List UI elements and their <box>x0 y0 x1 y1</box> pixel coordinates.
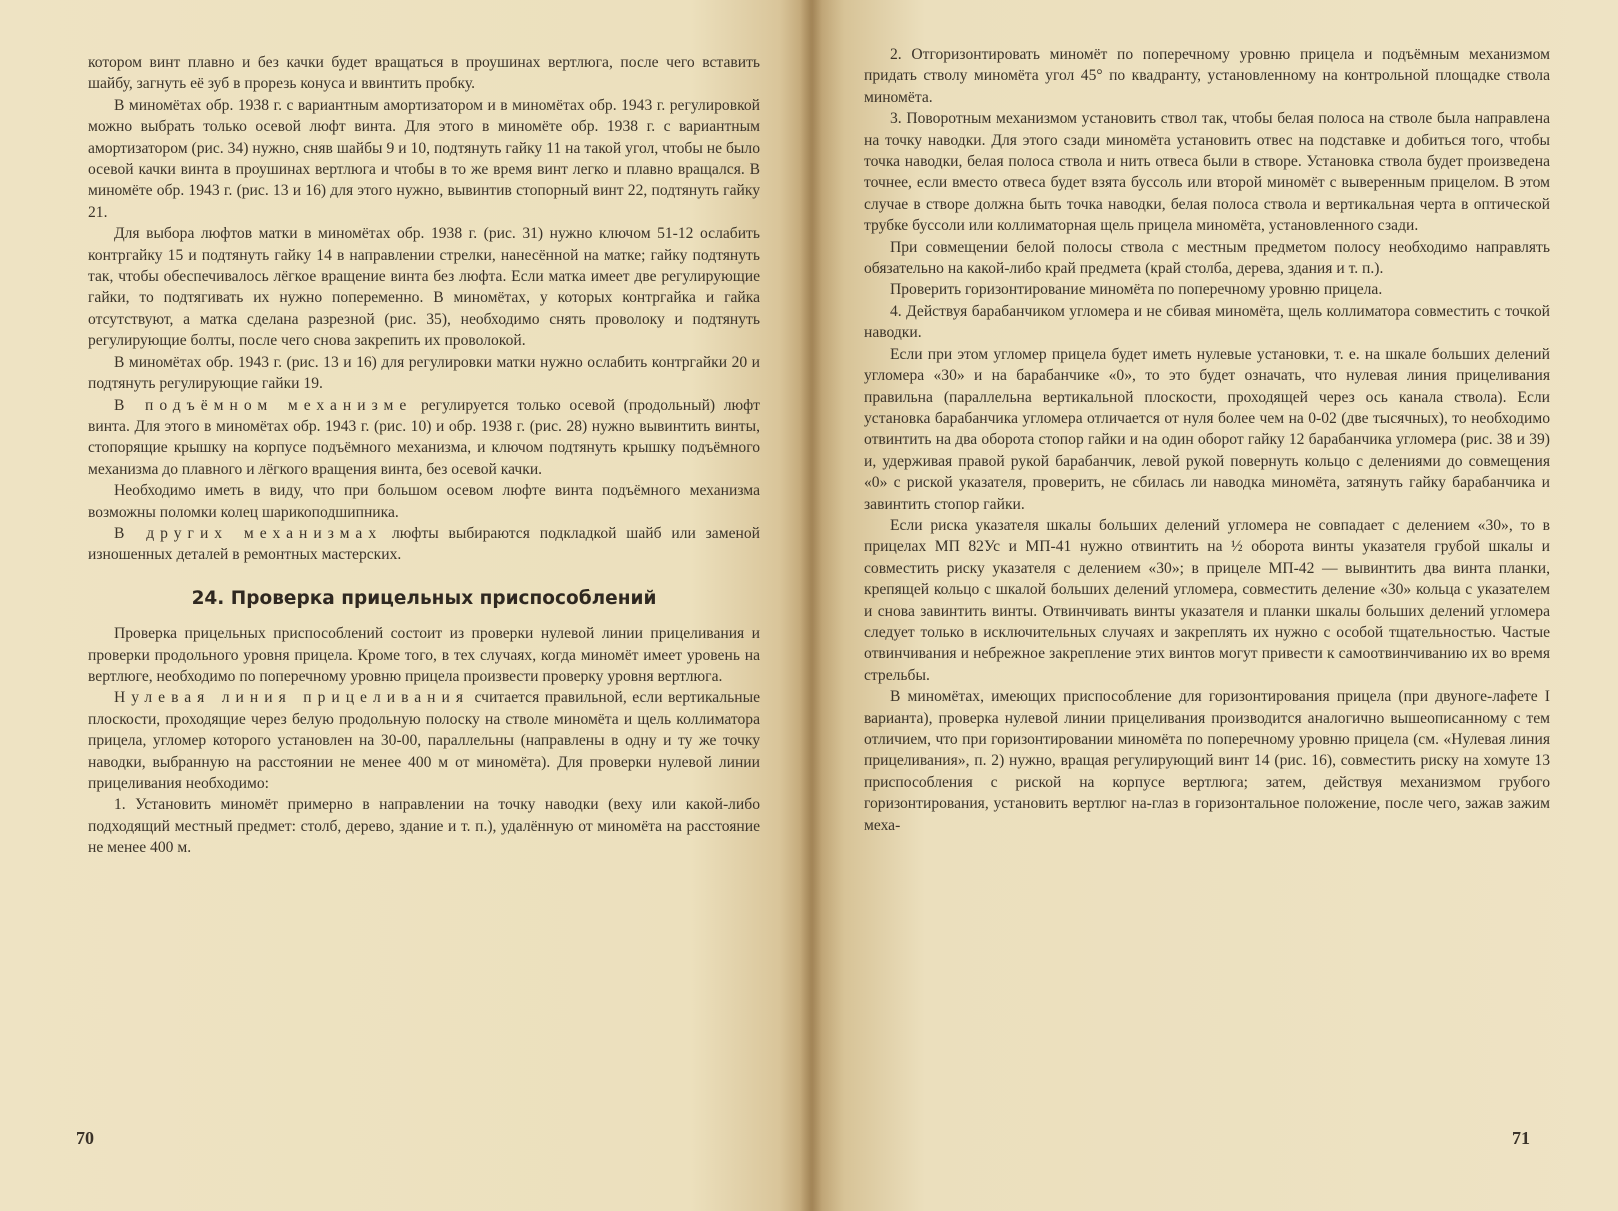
paragraph: Для выбора люфтов матки в миномётах обр. 1938 г. (рис. 31) нужно ключом 51-12 ослабить контргайку 15 и подтянуть гайку 14 в направлении стрелки, нанесённой на матке; гайку подтянуть так, чтобы обеспечивалось лёгкое вращение винта без люфта. Если матка имеет две регулирующие гайки, то подтягивать их нужно попеременно. В миномётах, у которых контргайка и гайка отсутствуют, а матка сделана разрезной (рис. 35), необходимо снять проволоку и подтянуть регулирующие болты, после чего снова закрепить их проволокой. <box>88 225 760 350</box>
paragraph: Проверить горизонтирование миномёта по поперечному уровню прицела. <box>890 281 1383 299</box>
left-page-text <box>88 52 760 859</box>
paragraph: При совмещении белой полосы ствола с местным предметом полосу необходимо направлять обязательно на какой-либо край предмета (край столба, дерева, здания и т. п.). <box>864 238 1550 278</box>
spaced-term: В других механизмах <box>114 524 383 542</box>
right-page <box>812 0 1618 1211</box>
book-gutter <box>800 0 822 1211</box>
paragraph: котором винт плавно и без качки будет вращаться в проушинах вертлюга, после чего вставить шайбу, загнуть её зуб в прорезь конуса и ввинтить пробку. <box>88 54 760 93</box>
section-heading: 24. Проверка прицельных приспособлений <box>191 587 657 609</box>
paragraph-text: регулируется только осевой (продольный) люфт винта. Для этого в миномётах обр. 1943 г. (рис. 10) и обр. 1938 г. (рис. 28) нужно вывинтить винты, стопорящие крышку на корпусе подъёмного механизма, и ключом подтянуть крышку подъёмного механизма до плавного и лёгкого вращения винта, без осевой качки. <box>88 396 760 478</box>
paragraph: 4. Действуя барабанчиком угломера и не сбивая миномёта, щель коллиматора совместить с точкой наводки. <box>864 302 1550 342</box>
paragraph: Если риска указателя шкалы больших делений угломера не совпадает с делением «30», то в прицелах МП 82Ус и МП-41 нужно отвинтить на ½ оборота винты указателя грубой шкалы и совместить риску указателя с делением «30»; в прицеле МП-42 — вывинтить два винта планки, крепящей кольцо с шкалой больших делений угломера, совместить деление «30» кольца с указателем и снова завинтить винты. Отвинчивать винты указателя и планки шкалы больших делений угломера следует только в исключительных случаях и закреплять их нужно с особой тщательностью. Частые отвинчивания и небрежное закрепление этих винтов могут привести к самоотвинчиванию их во время стрельбы. <box>864 516 1550 684</box>
paragraph-text: люфты выбираются подкладкой шайб или заменой изношенных деталей в ремонтных мастерских. <box>88 524 760 564</box>
paragraph <box>88 523 760 566</box>
page-number: 70 <box>76 1128 94 1148</box>
right-page-text <box>864 44 1550 836</box>
paragraph <box>88 395 760 481</box>
paragraph: 2. Отгоризонтировать миномёт по поперечному уровню прицела и подъёмным механизмом придать стволу миномёта угол 45° по квадранту, установленному на контрольной площадке ствола миномёта. <box>864 46 1550 106</box>
page-number: 71 <box>1512 1128 1530 1148</box>
paragraph: 1. Установить миномёт примерно в направлении на точку наводки (веху или какой-либо подходящий местный предмет: столб, дерево, здание и т. п.), удалённую от миномёта на расстояние не менее 400 м. <box>88 796 760 857</box>
paragraph: В миномётах, имеющих приспособление для горизонтирования прицела (при двуноге-лафете I варианта), проверка нулевой линии прицеливания производится аналогично вышеописанному с тем отличием, что при горизонтировании миномёта по поперечному уровню прицела (см. «Нулевая линия прицеливания», п. 2) нужно, вращая регулирующий винт 14 (рис. 16), совместить риску на хомуте 13 приспособления с риской на корпусе вертлюга; затем, действуя механизмом грубого горизонтирования, установить вертлюг на-глаз в горизонтальное положение, после чего, зажав зажим меха- <box>864 688 1550 834</box>
paragraph: В миномётах обр. 1938 г. с вариантным амортизатором и в миномётах обр. 1943 г. регулировкой можно выбрать только осевой люфт винта. Для этого в миномёте обр. 1938 г. с вариантным амортизатором (рис. 34) нужно, сняв шайбы 9 и 10, подтянуть гайку 11 на такой угол, чтобы не было осевой качки винта в проушинах вертлюга и чтобы в то же время винт легко и плавно вращался. В миномёте обр. 1943 г. (рис. 13 и 16) для этого нужно, вывинтив стопорный винт 22, подтянуть гайку 21. <box>88 96 760 221</box>
paragraph: Проверка прицельных приспособлений состоит из проверки нулевой линии прицеливания и проверки продольного уровня прицела. Кроме того, в тех случаях, когда миномёт имеет уровень на вертлюге, необходимо по поперечному уровню прицела произвести проверку уровня вертлюга. <box>88 625 760 685</box>
spaced-term: Нулевая линия прицеливания <box>114 689 470 707</box>
paragraph: Если при этом угломер прицела будет иметь нулевые установки, т. е. на шкале больших делений угломера «30» и на барабанчике «0», то это будет означать, что нулевая линия прицеливания правильна (параллельна вертикальной плоскости, проходящей через ось канала ствола). Если установка барабанчика угломера отличается от нуля более чем на 0-02 (две тысячных), то необходимо отвинтить на два оборота стопор гайки и на один оборот гайку 12 барабанчика угломера (рис. 38 и 39) и, удерживая правой рукой барабанчик, левой рукой повернуть кольцо с делениями до совмещения «0» с риской указателя, проверить, не сбилась ли наводка миномёта, затянуть гайку барабанчика и завинтить стопор гайки. <box>864 345 1550 513</box>
paragraph: 3. Поворотным механизмом установить ствол так, чтобы белая полоса на стволе была направлена на точку наводки. Для этого сзади миномёта установить отвес на подставке и добиться того, чтобы точка наводки, белая полоса ствола и нить отвеса были в створе. Установка ствола будет произведена точнее, если вместо отвеса будет взята буссоль или второй миномёт с выверенным прицелом. В этом случае в створе должна быть точка наводки, белая полоса ствола и вертикальная черта в оптической трубке буссоли или коллиматорная щель прицела миномёта, установленного сзади. <box>864 110 1550 235</box>
spaced-term: В подъёмном механизме <box>114 396 413 414</box>
paragraph <box>88 687 760 794</box>
paragraph: Необходимо иметь в виду, что при большом осевом люфте винта подъёмного механизма возможны поломки колец шарикоподшипника. <box>88 482 760 521</box>
paragraph: В миномётах обр. 1943 г. (рис. 13 и 16) для регулировки матки нужно ослабить контргайки 20 и подтянуть регулирующие гайки 19. <box>88 353 760 393</box>
paragraph-text: считается правильной, если вертикальные плоскости, проходящие через белую продольную полоску на стволе миномёта и щель коллиматора прицела, угломер которого установлен на 30-00, параллельны (направлены в одну и ту же точку наводки, выбранную на расстоянии не менее 400 м от миномёта). Для проверки нулевой линии прицеливания необходимо: <box>88 689 760 792</box>
